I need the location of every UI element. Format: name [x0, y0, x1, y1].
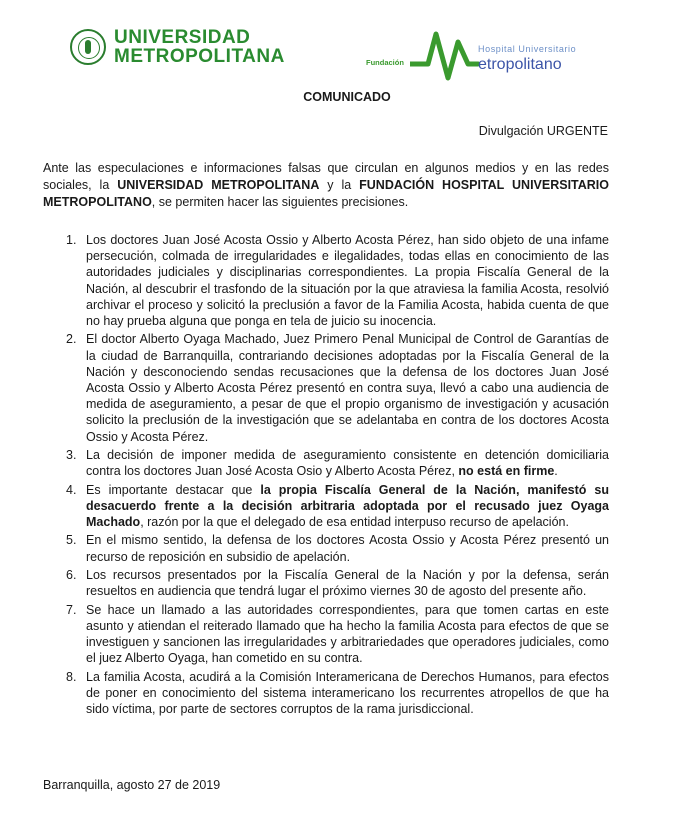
list-item-text-after: .: [554, 464, 558, 479]
list-item-text: Es importante destacar que: [86, 482, 261, 497]
list-item-text-after: , razón por la que el delegado de esa entidad interpuso recurso de apelación.: [140, 515, 569, 530]
university-seal-icon: [70, 29, 106, 65]
list-item-text: Los doctores Juan José Acosta Ossio y Alberto Acosta Pérez, han sido objeto de una infame persecución, colmada de irregularidades e ilegalidades, todas ellas en conocimiento de las autoridades judiciales y disciplinarias correspondientes. La propia Fiscalía General de la Nación, al descubrir el trasfondo de la situación por la que atraviesa la familia Acosta, resolvió archivar el proceso y solicitó la preclusión a favor de la Familia Acosta, habida cuenta de que no hay prueba alguna que ponga en tela de juicio su inocencia.: [86, 233, 609, 329]
list-item-number: 5.: [66, 533, 77, 548]
intro-text-2: y la: [319, 178, 360, 192]
hospital-logo-small-text: Hospital Universitario: [478, 44, 577, 54]
list-item-number: 3.: [66, 448, 77, 463]
list-item-number: 6.: [66, 568, 77, 582]
universidad-metropolitana-logo: [70, 28, 285, 66]
list-item: [43, 567, 609, 599]
list-item-bold: no está en firme: [458, 464, 555, 479]
list-item-number: 1.: [66, 233, 77, 247]
list-item: [43, 232, 609, 329]
list-item-number: 4.: [66, 482, 77, 497]
list-item: [43, 532, 609, 564]
um-logo-line2: METROPOLITANA: [114, 46, 285, 67]
hospital-logo-name: etropolitano: [478, 56, 562, 73]
heartbeat-m-icon: [410, 28, 480, 84]
list-item-text: Se hace un llamado a las autoridades correspondientes, para que tomen cartas en este asunto y atiendan el reiterado llamado que ha hecho la familia Acosta para efectos de que se investiguen y sancionen las irregularidades y arbitrariedades que operadores judiciales, como el juez Alberto Oyaga, han cometido en su contra.: [86, 602, 609, 666]
um-logo-text: [114, 28, 285, 66]
list-item-number: 7.: [66, 602, 77, 617]
list-item-text: La familia Acosta, acudirá a la Comisión Interamericana de Derechos Humanos, para efectos de poner en conocimiento del sistema interamericano los recurrentes atropellos de que ha sido víctima, por parte de sectores corruptos de la rama jurisdiccional.: [86, 669, 609, 716]
list-item: [43, 602, 609, 667]
um-logo-line1: UNIVERSIDAD: [114, 27, 251, 48]
urgent-label: Divulgación URGENTE: [478, 124, 608, 138]
place-date: Barranquilla, agosto 27 de 2019: [43, 778, 221, 792]
list-item-text: El doctor Alberto Oyaga Machado, Juez Primero Penal Municipal de Control de Garantías de la ciudad de Barranquilla, contrariando decisiones adoptadas por la Fiscalía General de la Nación y desconociendo sendas recusaciones que la defensa de los doctores Juan José Acosta Ossio y Alberto Acosta Pérez presentó en contra suya, llevó a cabo una audiencia de medida de aseguramiento, a pesar de que el propio organismo de investigación y acusación solicito la preclusión de la investigación que se adelantaba en contra de los doctores Acosta Ossio y Acosta Pérez.: [86, 332, 609, 444]
list-item: [43, 447, 609, 479]
list-item: [43, 331, 609, 444]
list-item-number: 8.: [66, 669, 77, 684]
list-item-text: En el mismo sentido, la defensa de los doctores Acosta Ossio y Acosta Pérez presentó un recurso de reposición en subsidio de apelación.: [86, 533, 609, 564]
list-item-text: La decisión de imponer medida de aseguramiento consistente en detención domiciliaria contra los doctores Juan José Acosta Osio y Alberto Acosta Pérez,: [86, 448, 609, 479]
intro-paragraph: [43, 160, 609, 211]
intro-bold-universidad: UNIVERSIDAD METROPOLITANA: [117, 178, 320, 192]
intro-text-3: , se permiten hacer las siguientes precisiones.: [151, 195, 409, 209]
document-title: COMUNICADO: [303, 90, 391, 104]
hospital-metropolitano-logo: [366, 28, 628, 84]
list-item-number: 2.: [66, 332, 77, 347]
hospital-logo-fundacion: Fundación: [366, 58, 404, 67]
intro-bold-fundacion: FUNDACIÓN HOSPITAL UNIVERSITARIO METROPOLITANO: [43, 178, 610, 209]
list-item: [43, 669, 609, 718]
precisions-list: [43, 232, 609, 719]
list-item-text: Los recursos presentados por la Fiscalía General de la Nación y por la defensa, serán resueltos en audiencia que tendrá lugar el próximo viernes 30 de agosto del presente año.: [86, 568, 609, 599]
intro-text-1: Ante las especulaciones e informaciones falsas que circulan en algunos medios y en las redes sociales, la: [43, 161, 609, 192]
list-item: [43, 482, 609, 531]
list-item-bold: la propia Fiscalía General de la Nación, manifestó su desacuerdo frente a la decisión arbitraria adoptada por el recusado juez Oyaga Machado: [86, 482, 609, 530]
